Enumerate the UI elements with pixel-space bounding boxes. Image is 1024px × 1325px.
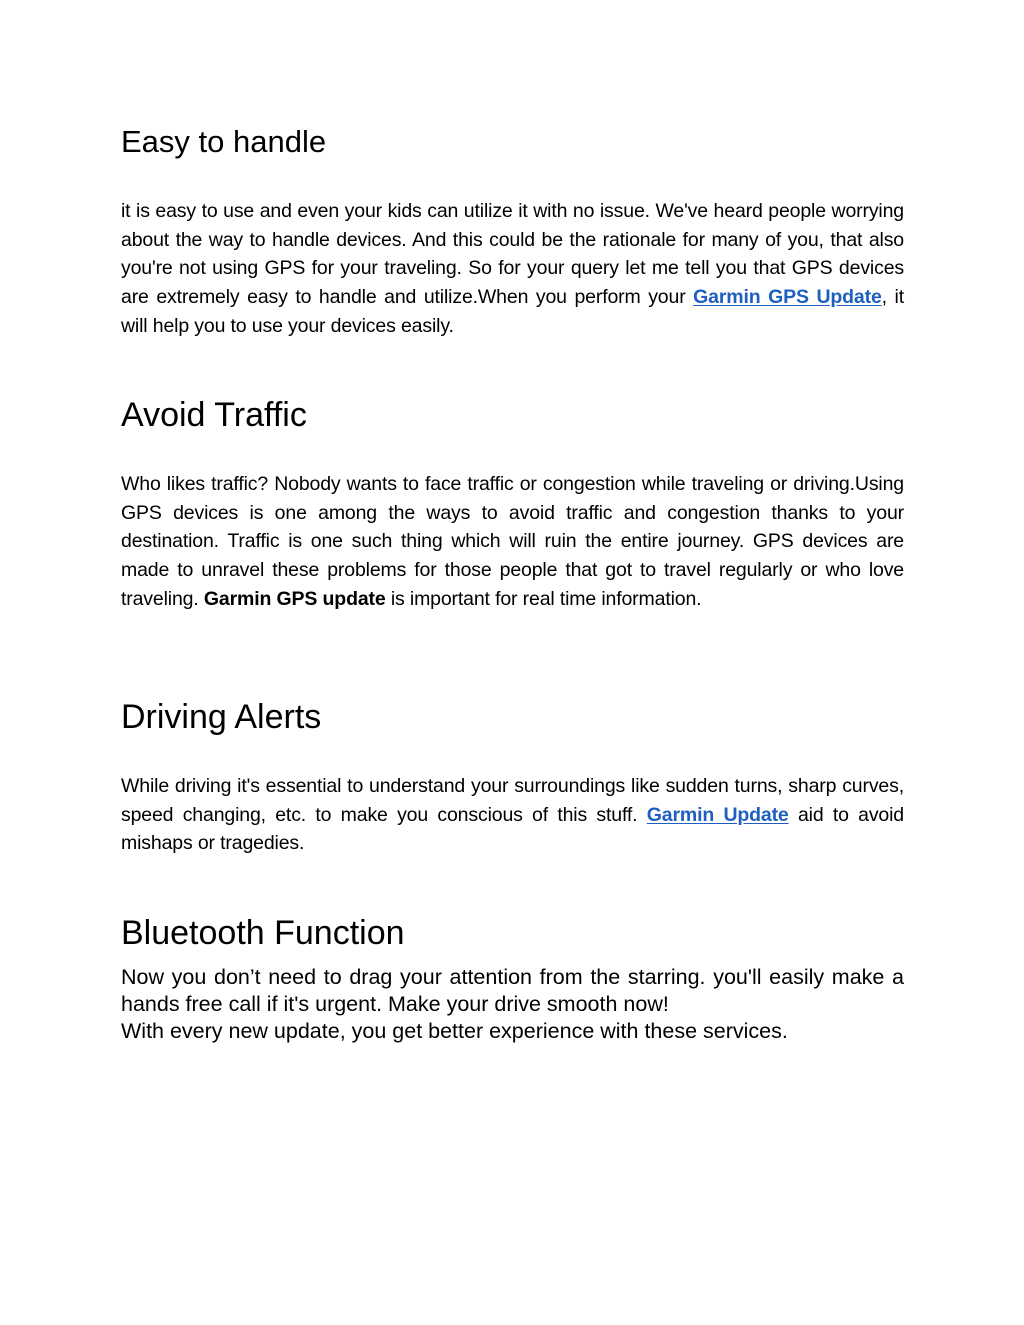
- paragraph-text: is important for real time information.: [385, 587, 702, 610]
- paragraph-text: it is easy to use and even your kids can utilize it with no issue. We've heard people worrying about the way to handle devices. And this could be the rationale for many of you, that also you're not using GPS for your traveling. So for your query let me tell you that GPS devices are extremely easy to handle and utilize.When you perform your: [121, 200, 904, 309]
- paragraph-line: With every new update, you get better experience with these services.: [121, 1019, 788, 1043]
- paragraph-line: Now you don’t need to drag your attention from the starring. you'll easily make a hands free call if it's urgent. Make your drive smooth now!: [121, 965, 904, 1016]
- garmin-update-link[interactable]: Garmin Update: [646, 803, 789, 826]
- heading-easy-to-handle: Easy to handle: [121, 124, 327, 159]
- paragraph-text: , it will help you to use your devices easily.: [121, 286, 904, 337]
- paragraph-easy-to-handle: [121, 197, 904, 341]
- paragraph-text: aid to avoid mishaps or tragedies.: [121, 803, 905, 855]
- paragraph-avoid-traffic: [121, 470, 904, 614]
- paragraph-bluetooth-function: [121, 964, 904, 1045]
- garmin-gps-update-link[interactable]: Garmin GPS Update: [693, 286, 882, 309]
- heading-avoid-traffic: Avoid Traffic: [121, 396, 307, 434]
- garmin-gps-update-bold: Garmin GPS update: [203, 587, 386, 610]
- heading-bluetooth-function: Bluetooth Function: [121, 914, 405, 952]
- paragraph-text: While driving it's essential to understand your surroundings like sudden turns, sharp curves, speed changing, etc. to make you conscious of this stuff.: [121, 775, 904, 826]
- heading-driving-alerts: Driving Alerts: [121, 698, 322, 736]
- paragraph-driving-alerts: [121, 772, 904, 858]
- paragraph-text: Who likes traffic? Nobody wants to face traffic or congestion while traveling or driving.Using GPS devices is one among the ways to avoid traffic and congestion thanks to your destination. Traffic is one such thing which will ruin the entire journey. GPS devices are made to unravel these problems for those people that got to travel regularly or who love traveling.: [121, 473, 904, 610]
